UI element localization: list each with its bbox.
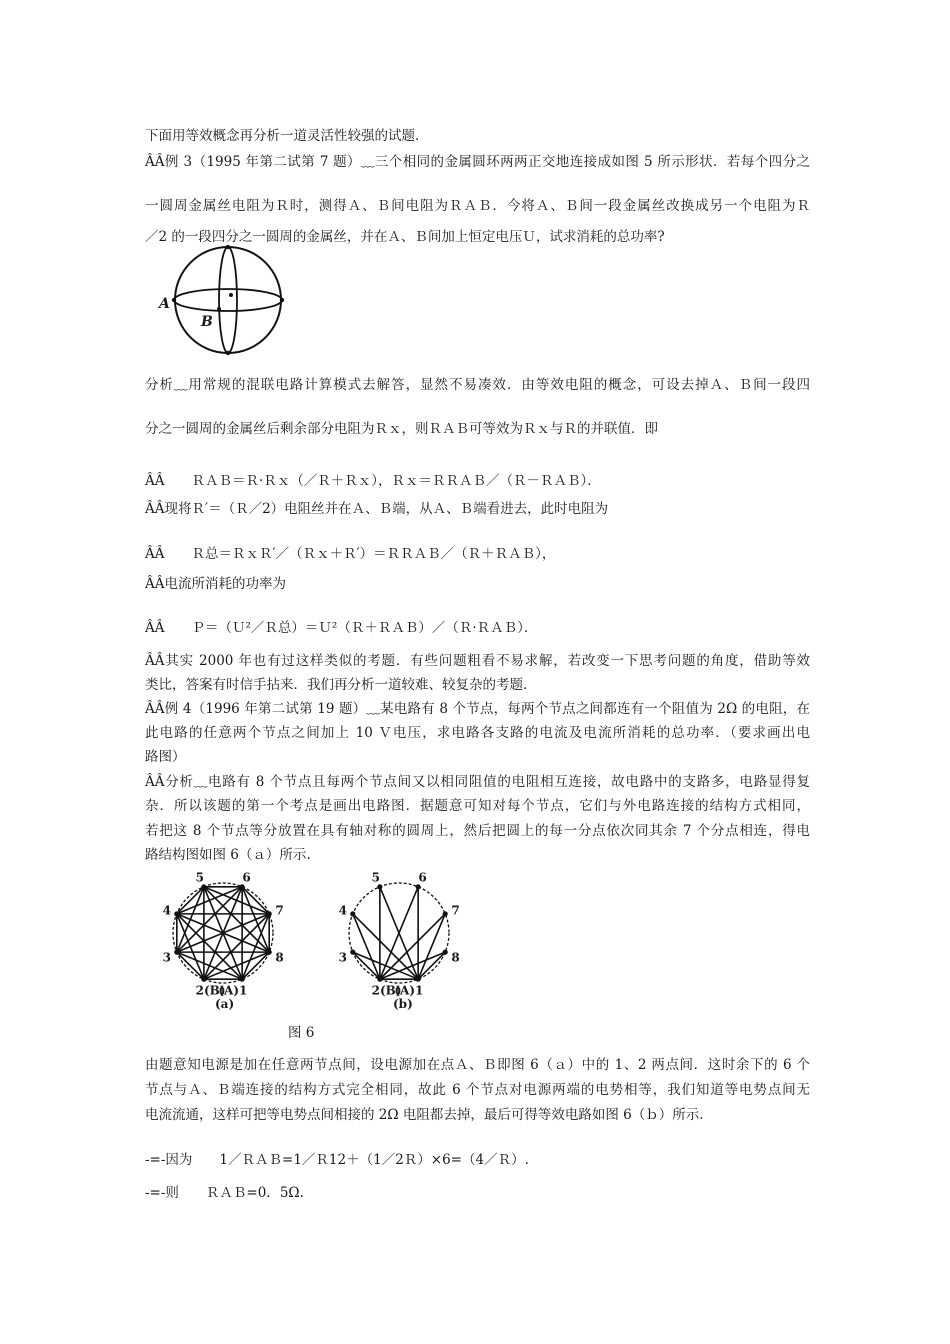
node-dot bbox=[377, 884, 382, 889]
node-dot bbox=[174, 911, 179, 916]
text-line-7: ÂÂ现将Ｒ′＝（Ｒ／2）电阻丝并在Ａ、Ｂ端，从Ａ、Ｂ端看进去，此时电阻为 bbox=[145, 501, 609, 517]
text-line-10: 类比，答案有时信手拈来．我们再分析一道较难、较复杂的考题． bbox=[145, 677, 537, 693]
resistor-branch bbox=[353, 914, 380, 979]
equation-2: ÂÂ Ｒ总＝ＲｘＲ′／（Ｒｘ＋Ｒ′）＝ＲＲＡＢ／（Ｒ＋ＲＡＢ）， bbox=[145, 546, 556, 562]
text-line-4: ／2 的一段四分之一圆周的金属丝，并在Ａ、Ｂ间加上恒定电压Ｕ，试求消耗的总功率? bbox=[145, 229, 665, 245]
subcaption-b: (b) bbox=[393, 997, 413, 1011]
node-dot bbox=[443, 950, 448, 955]
text-line-15: 杂．所以该题的第一个考点是画出电路图．据题意可知对每个节点，它们与外电路连接的结构方式相同， bbox=[145, 798, 810, 814]
node-label: 7 bbox=[451, 903, 460, 918]
node-dot bbox=[174, 950, 179, 955]
node-dot bbox=[377, 977, 382, 982]
text-line-1: 下面用等效概念再分析一道灵活性较强的试题. bbox=[145, 128, 420, 144]
node-label: 6 bbox=[418, 870, 427, 885]
node-dot bbox=[416, 977, 421, 982]
node-dot bbox=[201, 884, 206, 889]
complete-graph-a bbox=[173, 883, 273, 983]
node-label: 8 bbox=[451, 950, 460, 965]
node-label: 5 bbox=[195, 870, 205, 885]
text-line-5: 分析﹏用常规的混联电路计算模式去解答，显然不易凑效．由等效电阻的概念，可设去掉Ａ、Ｂ间一段四 bbox=[145, 377, 810, 393]
node-dot bbox=[240, 977, 245, 982]
resistor-branch bbox=[242, 952, 269, 979]
node-dot bbox=[240, 884, 245, 889]
node-label: 3 bbox=[338, 950, 348, 965]
label-a: A bbox=[159, 296, 170, 312]
node-label: 2(B) bbox=[195, 983, 226, 998]
text-line-3: 一圆周金属丝电阻为Ｒ时，测得Ａ、Ｂ间电阻为ＲＡＢ．今将Ａ、Ｂ间一段金属丝改换成另一个电阻为Ｒ bbox=[145, 198, 810, 214]
equation-5: -=-则 ＲＡＢ=0．5Ω. bbox=[145, 1185, 304, 1201]
text-line-6: 分之一圆周的金属丝后剩余部分电阻为Ｒｘ，则ＲＡＢ可等效为Ｒｘ与Ｒ的并联值．即 bbox=[145, 421, 658, 437]
node-label: 5 bbox=[371, 870, 381, 885]
text-line-19: 节点与Ａ、Ｂ端连接的结构方式完全相同，故此 6 个节点对电源两端的电势相等，我们知道等电势点间无 bbox=[145, 1082, 810, 1098]
reduced-graph-b bbox=[349, 883, 449, 983]
resistor-branch bbox=[177, 887, 242, 952]
node-dot bbox=[267, 911, 272, 916]
resistor-branch bbox=[353, 952, 380, 979]
node-label: 8 bbox=[275, 950, 284, 965]
label-b: B bbox=[201, 314, 213, 330]
node-label: 2(B) bbox=[371, 983, 402, 998]
text-line-9: ÂÂ其实 2000 年也有过这样类似的考题．有些问题粗看不易求解，若改变一下思考问题的角度，借助等效 bbox=[145, 653, 810, 669]
resistor-branch bbox=[204, 914, 269, 979]
node-label: 4 bbox=[338, 903, 348, 918]
text-line-16: 若把这 8 个节点等分放置在具有轴对称的圆周上，然后把圆上的每一分点依次同其余 7 个分点相连，得电 bbox=[145, 823, 810, 839]
resistor-branch bbox=[353, 914, 418, 979]
equation-4: -=-因为 1／ＲＡＢ=1／Ｒ12＋（1／2Ｒ）×6=（4／Ｒ）. bbox=[145, 1152, 529, 1168]
node-dot bbox=[350, 911, 355, 916]
resistor-branch bbox=[177, 952, 204, 979]
text-line-18: 由题意知电源是加在任意两节点间，设电源加在点Ａ、Ｂ即图 6（ａ）中的 1、2 两点间．这时余下的 6 个 bbox=[145, 1057, 810, 1073]
node-label: 7 bbox=[275, 903, 284, 918]
text-line-17: 路结构图如图 6（ａ）所示. bbox=[145, 847, 311, 863]
text-line-11: ÂÂ例 4（1996 年第二试第 19 题）﹏某电路有 8 个节点，每两个节点之间都连有一个阻值为 2Ω 的电阻，在 bbox=[145, 701, 810, 717]
node-label: 4 bbox=[162, 903, 172, 918]
node-label: 6 bbox=[242, 870, 251, 885]
node-label: (A)1 bbox=[394, 983, 424, 998]
equation-1: ÂÂ ＲＡＢ＝Ｒ·Ｒｘ（／Ｒ＋Ｒｘ），Ｒｘ＝ＲＲＡＢ／（Ｒ－ＲＡＢ）． bbox=[145, 473, 601, 489]
figure-5 bbox=[155, 245, 285, 367]
text-line-13: 路图） bbox=[145, 749, 186, 765]
figure-6-caption: 图 6 bbox=[288, 1025, 315, 1041]
resistor-branch bbox=[418, 952, 445, 979]
node-dot bbox=[201, 977, 206, 982]
resistor-branch bbox=[380, 914, 445, 979]
text-line-8: ÂÂ电流所消耗的功率为 bbox=[145, 576, 286, 592]
figure-6 bbox=[155, 868, 475, 1022]
node-dot bbox=[416, 884, 421, 889]
resistor-branch bbox=[204, 887, 269, 952]
text-line-20: 电流流通，这样可把等电势点间相接的 2Ω 电阻都去掉，最后可得等效电路如图 6（ｂ）所示. bbox=[145, 1107, 704, 1123]
node-label: (A)1 bbox=[218, 983, 248, 998]
resistor-branch bbox=[177, 914, 242, 979]
text-line-2: ÂÂ例 3（1995 年第二试第 7 题）﹏三个相同的金属圆环两两正交地连接成如图 5 所示形状．若每个四分之 bbox=[145, 154, 810, 170]
resistor-branch bbox=[177, 887, 204, 914]
subcaption-a: (a) bbox=[215, 997, 235, 1011]
text-line-14: ÂÂ分析﹏电路有 8 个节点且每两个节点间又以相同阻值的电阻相互连接，故电路中的支路多，电路显得复 bbox=[145, 774, 810, 790]
text-line-12: 此电路的任意两个节点之间加上 10 Ｖ电压，求电路各支路的电流及电流所消耗的总功率．（要求画出电 bbox=[145, 725, 810, 741]
node-dot bbox=[443, 911, 448, 916]
node-dot bbox=[350, 950, 355, 955]
node-label: 3 bbox=[162, 950, 172, 965]
resistor-branch bbox=[242, 887, 269, 914]
resistor-branch bbox=[418, 914, 445, 979]
node-dot bbox=[267, 950, 272, 955]
equation-3: ÂÂ Ｐ＝（Ｕ²／Ｒ总）＝Ｕ²（Ｒ＋ＲＡＢ）／（Ｒ·ＲＡＢ）． bbox=[145, 620, 538, 636]
